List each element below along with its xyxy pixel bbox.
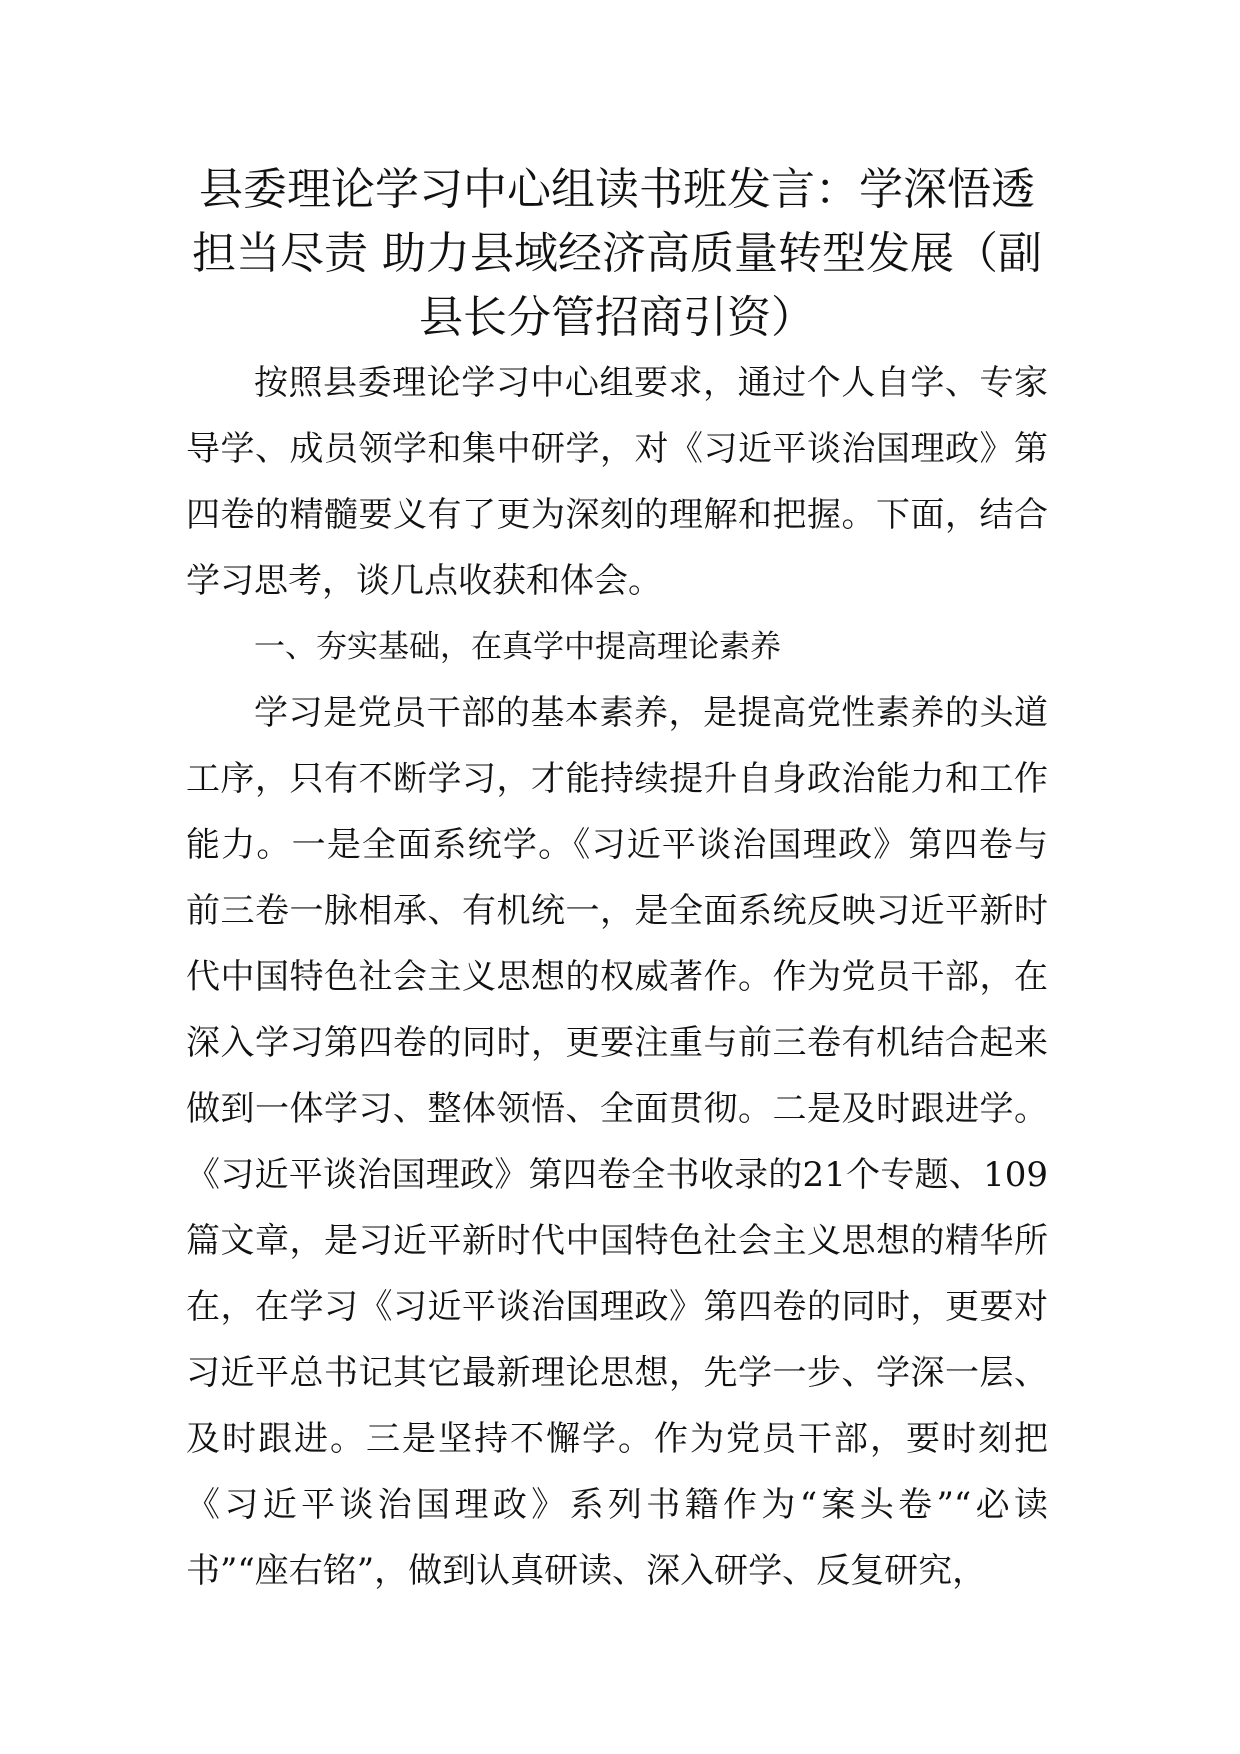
title-block — [186, 158, 1048, 350]
section-heading-1: 一、夯实基础，在真学中提高理论素养 — [254, 629, 781, 665]
intro-paragraph: 按照县委理论学习中心组要求，通过个人自学、专家导学、成员领学和集中研学，对《习近平谈治国理政》第四卷的精髓要义有了更为深刻的理解和把握。下面，结合学习思考，谈几点收获和体会。 — [186, 363, 1048, 601]
document-content — [186, 158, 1048, 1604]
document-title: 县委理论学习中心组读书班发言：学深悟透 担当尽责 助力县域经济高质量转型发展（副县长分管招商引资） — [192, 164, 1042, 343]
body-paragraph-1: 学习是党员干部的基本素养，是提高党性素养的头道工序，只有不断学习，才能持续提升自身政治能力和工作能力。一是全面系统学。《习近平谈治国理政》第四卷与前三卷一脉相承、有机统一，是全面系统反映习近平新时代中国特色社会主义思想的权威著作。作为党员干部，在深入学习第四卷的同时，更要注重与前三卷有机结合起来做到一体学习、整体领悟、全面贯彻。二是及时跟进学。《习近平谈治国理政》第四卷全书收录的21个专题、109篇文章，是习近平新时代中国特色社会主义思想的精华所在，在学习《习近平谈治国理政》第四卷的同时，更要对习近平总书记其它最新理论思想，先学一步、学深一层、及时跟进。三是坚持不懈学。作为党员干部，要时刻把《习近平谈治国理政》系列书籍作为“案头卷”“必读书”“座右铭”，做到认真研读、深入研学、反复研究， — [186, 693, 1048, 1591]
